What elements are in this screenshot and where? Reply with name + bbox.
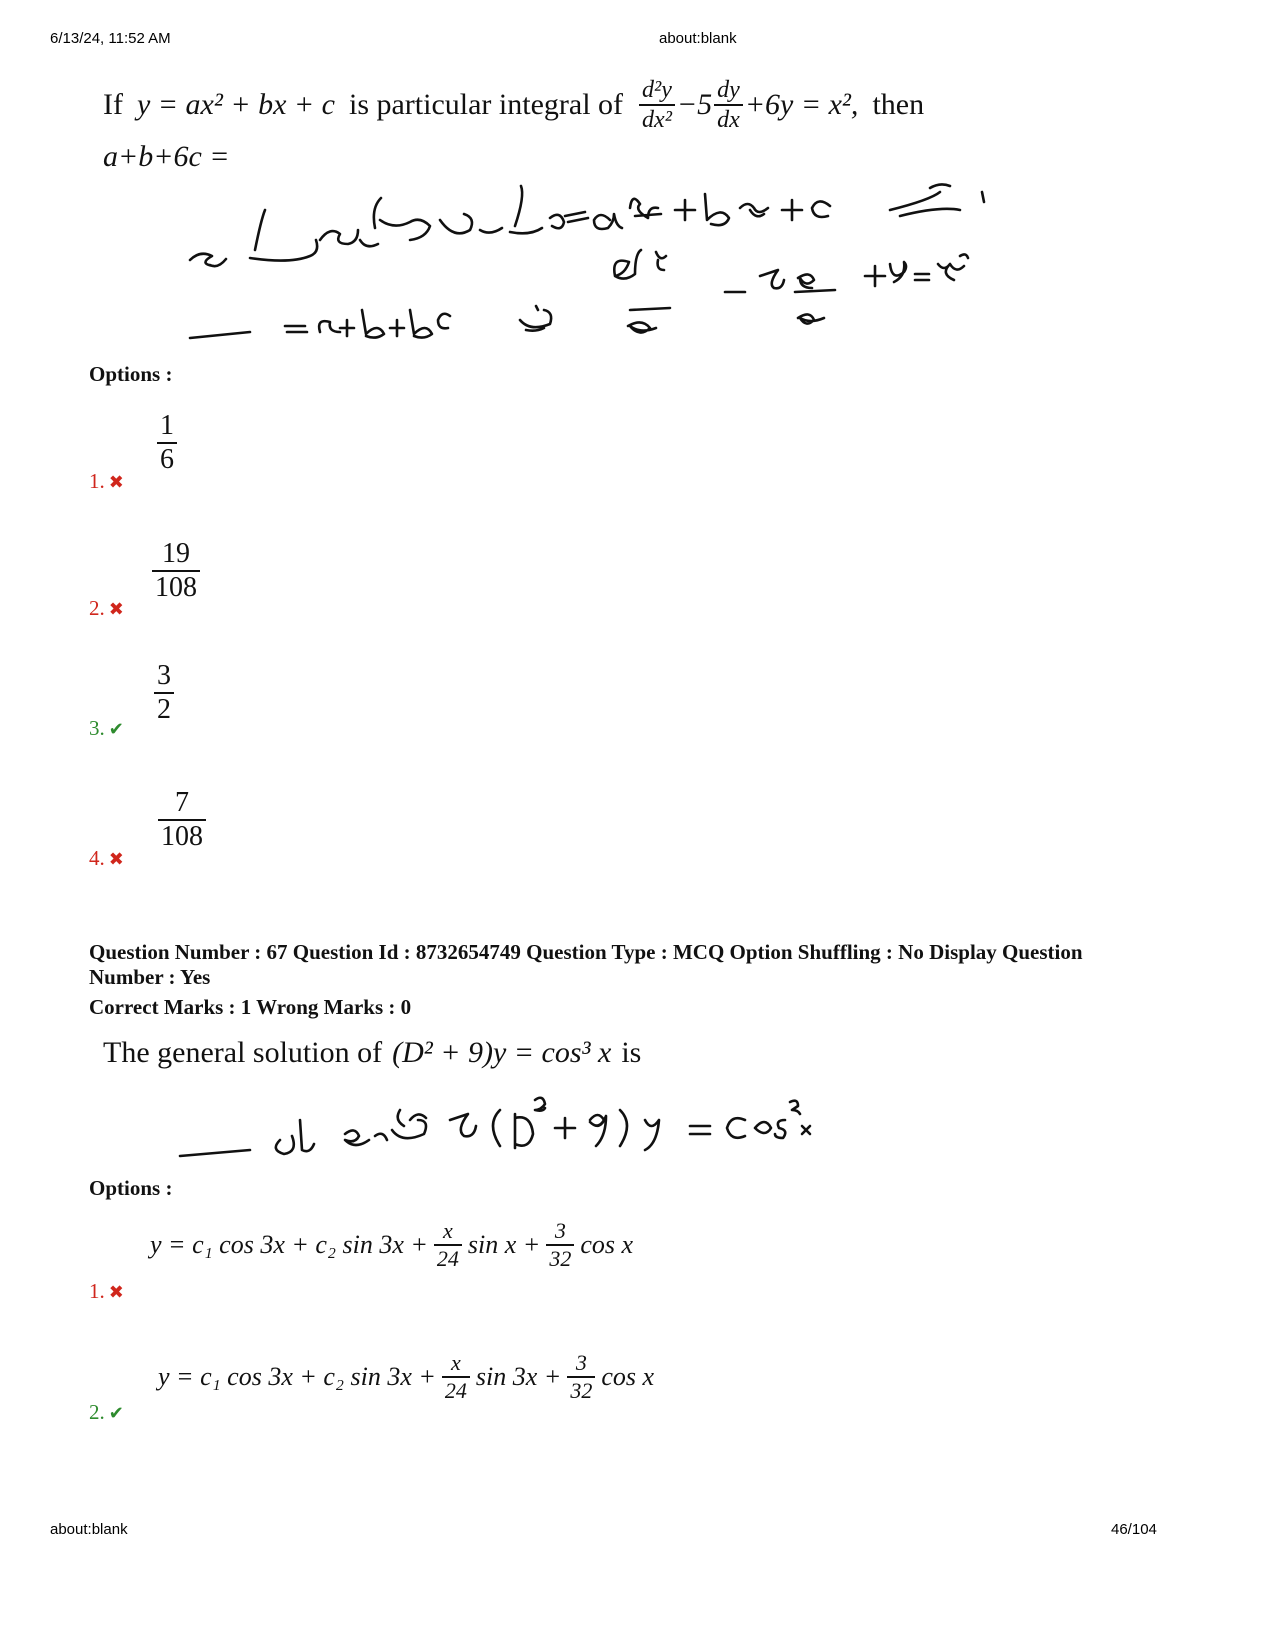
option-number: 1. ✖ — [89, 1279, 124, 1303]
stem-then: then — [872, 88, 925, 121]
fraction-numerator: x — [451, 1350, 461, 1375]
option-fraction — [155, 412, 179, 474]
cross-mark-icon: ✖ — [108, 472, 124, 492]
question-meta-line1: Question Number : 67 Question Id : 8732654749 Question Type : MCQ Option Shuffling : No Display Question — [89, 940, 1083, 964]
option-fraction — [150, 540, 202, 602]
option-number: 2. ✔ — [89, 1400, 124, 1424]
expression-lead: y = c₁ cos 3x + c₂ sin 3x + — [150, 1230, 428, 1259]
fraction-denominator: 32 — [546, 1244, 574, 1270]
stem-post: is — [621, 1036, 642, 1069]
cross-mark-icon: ✖ — [108, 599, 124, 619]
fraction-numerator: 3 — [157, 660, 171, 691]
check-mark-icon: ✔ — [108, 1403, 124, 1423]
question-meta-line2: Number : Yes — [89, 965, 211, 989]
check-mark-icon: ✔ — [108, 719, 124, 739]
option-fraction — [152, 662, 176, 724]
fraction-denominator: 2 — [154, 692, 174, 724]
question-66-stem — [103, 78, 924, 132]
fraction-numerator: 1 — [160, 410, 174, 441]
cross-mark-icon: ✖ — [108, 1282, 124, 1302]
expression-tail: cos x — [580, 1230, 634, 1259]
stem-line2: a+b+6c = — [103, 140, 230, 173]
expression-mid: sin 3x + — [475, 1362, 562, 1391]
expression-lead: y = c₁ cos 3x + c₂ sin 3x + — [158, 1362, 436, 1391]
fraction-numerator: 19 — [162, 538, 190, 569]
stem-y-expression: y = ax² + bx + c — [136, 88, 335, 121]
fraction-numerator: 7 — [175, 787, 189, 818]
footer-url: about:blank — [50, 1521, 128, 1538]
stem-if: If — [103, 88, 123, 121]
stem-ode: $\frac{\text{d²y}}{\text{dx²}}$ −5 $\frac{dy}{dx}$ +6y = x², — [637, 78, 858, 132]
stem-is: is particular integral of — [348, 88, 624, 121]
marks-line: Correct Marks : 1 Wrong Marks : 0 — [89, 995, 412, 1019]
options-label-q66: Options : — [89, 362, 173, 386]
handwritten-translation-image-q67 — [170, 1090, 830, 1165]
fraction-denominator: 24 — [434, 1244, 462, 1270]
option-number: 3. ✔ — [89, 716, 124, 740]
question-67-stem — [103, 1036, 641, 1070]
question-67-meta — [89, 940, 1189, 990]
fraction-denominator: 108 — [152, 570, 200, 602]
fraction-numerator: 3 — [575, 1350, 587, 1375]
stem-pre: The general solution of — [103, 1036, 383, 1069]
cross-mark-icon: ✖ — [108, 849, 124, 869]
option-expression — [150, 1220, 633, 1270]
fraction-numerator: x — [443, 1218, 453, 1243]
expression-tail: cos x — [601, 1362, 655, 1391]
options-label-q67: Options : — [89, 1176, 173, 1200]
fraction-numerator: 3 — [554, 1218, 566, 1243]
option-fraction — [156, 789, 208, 851]
option-number: 4. ✖ — [89, 846, 124, 870]
handwritten-translation-image — [170, 180, 1000, 355]
fraction-denominator: 24 — [442, 1376, 470, 1402]
option-number: 1. ✖ — [89, 469, 124, 493]
fraction-denominator: 108 — [158, 819, 206, 851]
footer-page-number: 46/104 — [1111, 1521, 1157, 1538]
stem-operator: (D² + 9)y = cos³ x — [392, 1036, 612, 1069]
print-url: about:blank — [659, 30, 737, 47]
option-number: 2. ✖ — [89, 596, 124, 620]
fraction-denominator: 32 — [567, 1376, 595, 1402]
expression-mid: sin x + — [467, 1230, 541, 1259]
option-expression — [158, 1352, 654, 1402]
print-datetime: 6/13/24, 11:52 AM — [50, 30, 171, 47]
fraction-denominator: 6 — [157, 442, 177, 474]
